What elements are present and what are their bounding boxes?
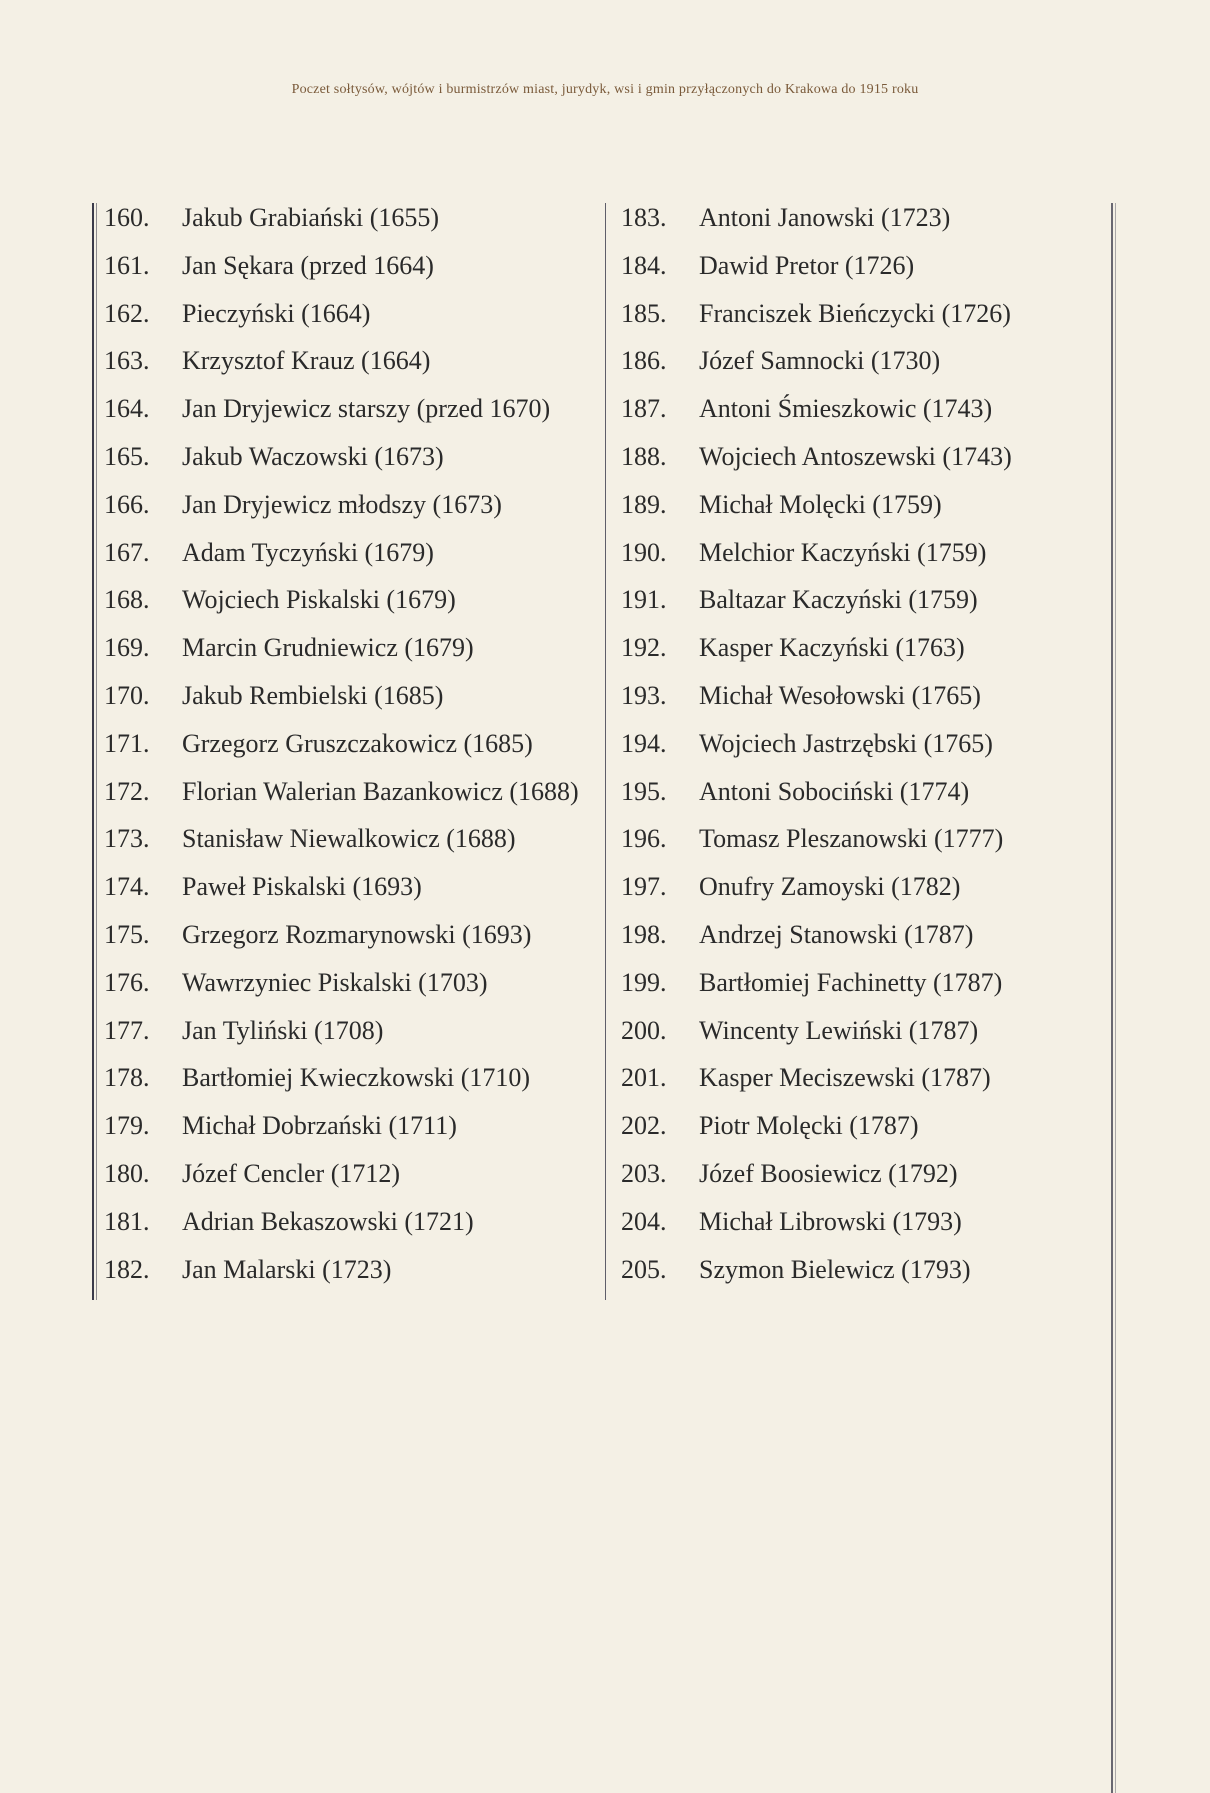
item-name: Kasper Kaczyński (1763) <box>699 633 965 663</box>
item-number: 185. <box>621 298 667 328</box>
item-number: 173. <box>104 824 150 854</box>
list-item <box>621 821 1106 869</box>
item-number: 162. <box>104 298 150 328</box>
item-name: Wojciech Antoszewski (1743) <box>699 441 1012 471</box>
list-item <box>104 869 599 917</box>
item-name: Jakub Waczowski (1673) <box>182 441 444 471</box>
list-item <box>104 1060 599 1108</box>
list-item <box>621 774 1106 822</box>
item-name: Krzysztof Krauz (1664) <box>182 346 431 376</box>
list-item <box>621 535 1106 583</box>
item-name: Marcin Grudniewicz (1679) <box>182 633 474 663</box>
list-item <box>104 296 599 344</box>
item-number: 196. <box>621 824 667 854</box>
list-item <box>104 439 599 487</box>
item-number: 191. <box>621 585 667 615</box>
item-number: 193. <box>621 680 667 710</box>
list-item <box>621 869 1106 917</box>
item-number: 180. <box>104 1158 150 1188</box>
item-number: 170. <box>104 680 150 710</box>
list-item <box>621 1060 1106 1108</box>
item-number: 168. <box>104 585 150 615</box>
item-name: Piotr Molęcki (1787) <box>699 1111 919 1141</box>
item-number: 179. <box>104 1111 150 1141</box>
item-number: 192. <box>621 633 667 663</box>
list-item <box>621 1013 1106 1061</box>
item-name: Jan Dryjewicz starszy (przed 1670) <box>182 394 551 424</box>
list-item <box>104 582 599 630</box>
item-name: Franciszek Bieńczycki (1726) <box>699 298 1011 328</box>
list-item <box>104 1156 599 1204</box>
item-number: 166. <box>104 489 150 519</box>
list-item <box>104 391 599 439</box>
list-item <box>104 1013 599 1061</box>
item-number: 160. <box>104 203 150 232</box>
item-name: Józef Cencler (1712) <box>182 1158 401 1188</box>
item-number: 161. <box>104 250 150 280</box>
item-name: Józef Samnocki (1730) <box>699 346 941 376</box>
item-name: Grzegorz Gruszczakowicz (1685) <box>182 728 533 758</box>
item-name: Jan Dryjewicz młodszy (1673) <box>182 489 502 519</box>
item-number: 165. <box>104 441 150 471</box>
item-name: Jan Sękara (przed 1664) <box>182 250 434 280</box>
list-item <box>621 1204 1106 1252</box>
item-number: 181. <box>104 1206 150 1236</box>
column-divider <box>605 203 606 1300</box>
list-item <box>621 487 1106 535</box>
item-name: Antoni Śmieszkowic (1743) <box>699 394 993 424</box>
item-number: 188. <box>621 441 667 471</box>
item-number: 189. <box>621 489 667 519</box>
page-header: Poczet sołtysów, wójtów i burmistrzów miast, jurydyk, wsi i gmin przyłączonych do Krakowa do 1915 roku <box>291 82 919 97</box>
item-number: 203. <box>621 1158 667 1188</box>
list-item <box>104 726 599 774</box>
item-number: 163. <box>104 346 150 376</box>
right-border-rule-inner <box>1115 203 1116 1793</box>
item-number: 172. <box>104 776 150 806</box>
item-number: 194. <box>621 728 667 758</box>
item-name: Adrian Bekaszowski (1721) <box>182 1206 474 1236</box>
list-item <box>104 200 599 248</box>
item-name: Grzegorz Rozmarynowski (1693) <box>182 919 532 949</box>
item-name: Michał Molęcki (1759) <box>699 489 942 519</box>
list-item <box>621 439 1106 487</box>
item-name: Tomasz Pleszanowski (1777) <box>699 824 1004 854</box>
list-item <box>621 1252 1106 1300</box>
item-name: Jan Malarski (1723) <box>182 1254 392 1284</box>
item-number: 186. <box>621 346 667 376</box>
list-item <box>621 1108 1106 1156</box>
item-name: Jakub Grabiański (1655) <box>182 203 440 232</box>
list-item <box>104 343 599 391</box>
list-item <box>104 917 599 965</box>
item-number: 174. <box>104 872 150 902</box>
list-item <box>104 821 599 869</box>
item-number: 177. <box>104 1015 150 1045</box>
list-item <box>621 965 1106 1013</box>
item-name: Wojciech Jastrzębski (1765) <box>699 728 993 758</box>
list-item <box>621 678 1106 726</box>
item-name: Józef Boosiewicz (1792) <box>699 1158 958 1188</box>
item-number: 184. <box>621 250 667 280</box>
list-item <box>621 200 1106 248</box>
item-name: Paweł Piskalski (1693) <box>182 872 422 902</box>
item-number: 178. <box>104 1063 150 1093</box>
item-number: 169. <box>104 633 150 663</box>
item-number: 200. <box>621 1015 667 1045</box>
item-number: 190. <box>621 537 667 567</box>
item-name: Michał Dobrzański (1711) <box>182 1111 457 1141</box>
list-item <box>104 1204 599 1252</box>
item-number: 171. <box>104 728 150 758</box>
left-border-rule <box>92 203 94 1300</box>
item-number: 202. <box>621 1111 667 1141</box>
item-number: 195. <box>621 776 667 806</box>
list-column-left <box>104 200 599 1299</box>
list-item <box>104 774 599 822</box>
list-item <box>621 630 1106 678</box>
item-number: 182. <box>104 1254 150 1284</box>
list-item <box>621 391 1106 439</box>
item-number: 187. <box>621 394 667 424</box>
item-number: 197. <box>621 872 667 902</box>
item-number: 167. <box>104 537 150 567</box>
right-border-rule <box>1111 203 1113 1793</box>
item-name: Melchior Kaczyński (1759) <box>699 537 987 567</box>
list-item <box>621 296 1106 344</box>
item-name: Szymon Bielewicz (1793) <box>699 1254 971 1284</box>
item-name: Bartłomiej Fachinetty (1787) <box>699 967 1003 997</box>
list-item <box>104 678 599 726</box>
item-number: 175. <box>104 919 150 949</box>
item-name: Michał Librowski (1793) <box>699 1206 962 1236</box>
list-item <box>104 535 599 583</box>
item-name: Bartłomiej Kwieczkowski (1710) <box>182 1063 531 1093</box>
item-name: Jan Tyliński (1708) <box>182 1015 384 1045</box>
item-name: Andrzej Stanowski (1787) <box>699 919 974 949</box>
item-number: 183. <box>621 203 667 232</box>
list-item <box>104 487 599 535</box>
item-name: Jakub Rembielski (1685) <box>182 680 444 710</box>
item-name: Dawid Pretor (1726) <box>699 250 915 280</box>
item-name: Wincenty Lewiński (1787) <box>699 1015 979 1045</box>
item-number: 204. <box>621 1206 667 1236</box>
list-item <box>104 630 599 678</box>
list-item <box>621 582 1106 630</box>
item-name: Onufry Zamoyski (1782) <box>699 872 961 902</box>
item-name: Wawrzyniec Piskalski (1703) <box>182 967 488 997</box>
item-name: Kasper Meciszewski (1787) <box>699 1063 991 1093</box>
item-name: Baltazar Kaczyński (1759) <box>699 585 978 615</box>
item-name: Stanisław Niewalkowicz (1688) <box>182 824 516 854</box>
list-column-right <box>621 200 1106 1299</box>
item-number: 199. <box>621 967 667 997</box>
item-name: Wojciech Piskalski (1679) <box>182 585 456 615</box>
item-number: 201. <box>621 1063 667 1093</box>
item-name: Adam Tyczyński (1679) <box>182 537 434 567</box>
item-number: 205. <box>621 1254 667 1284</box>
list-item <box>104 1252 599 1300</box>
list-item <box>104 1108 599 1156</box>
list-item <box>621 248 1106 296</box>
item-number: 198. <box>621 919 667 949</box>
list-item <box>621 726 1106 774</box>
item-name: Michał Wesołowski (1765) <box>699 680 981 710</box>
list-item <box>104 248 599 296</box>
list-item <box>104 965 599 1013</box>
item-name: Pieczyński (1664) <box>182 298 371 328</box>
item-number: 164. <box>104 394 150 424</box>
item-number: 176. <box>104 967 150 997</box>
item-name: Florian Walerian Bazankowicz (1688) <box>182 776 579 806</box>
list-item <box>621 1156 1106 1204</box>
item-name: Antoni Sobociński (1774) <box>699 776 970 806</box>
item-name: Antoni Janowski (1723) <box>699 203 951 232</box>
list-item <box>621 343 1106 391</box>
left-border-rule-inner <box>96 203 97 1300</box>
list-item <box>621 917 1106 965</box>
